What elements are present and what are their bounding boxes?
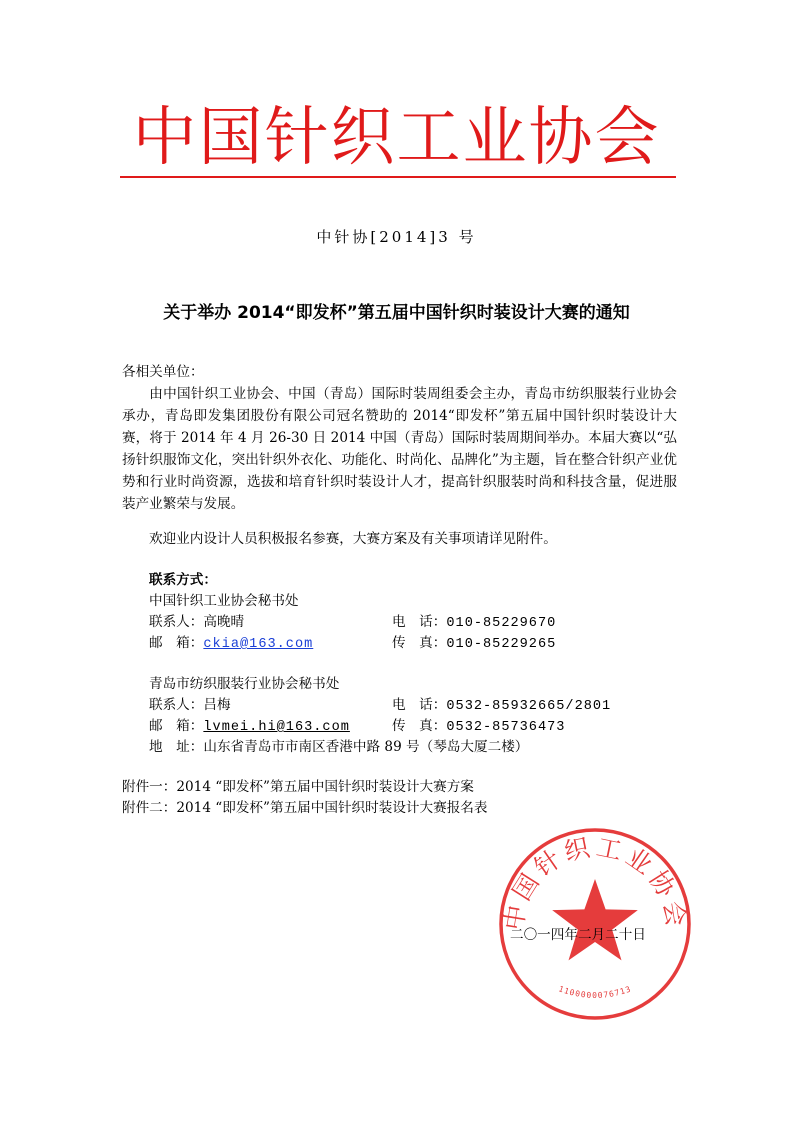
fax-number: 0532-85736473 bbox=[446, 720, 566, 735]
email-label: 邮 箱： bbox=[149, 718, 204, 734]
contact-org-2-address bbox=[149, 736, 528, 758]
attachment-1: 附件一：2014 “即发杯”第五届中国针织时装设计大赛方案 bbox=[122, 779, 474, 795]
contact-org-1-fax bbox=[392, 632, 556, 656]
salutation: 各相关单位： bbox=[122, 364, 204, 380]
contact-org-2-name: 青岛市纺织服装行业协会秘书处 bbox=[149, 676, 340, 692]
seal-arc-text: 中国针织工业协会 bbox=[498, 832, 692, 933]
fax-label: 传 真： bbox=[392, 635, 447, 651]
notice-paragraph-2: 欢迎业内设计人员积极报名参赛，大赛方案及有关事项请详见附件。 bbox=[149, 531, 557, 547]
contact-org-1-name: 中国针织工业协会秘书处 bbox=[149, 593, 299, 609]
fax-label: 传 真： bbox=[392, 718, 447, 734]
attachment-2: 附件二：2014 “即发杯”第五届中国针织时装设计大赛报名表 bbox=[122, 800, 488, 816]
email-label: 邮 箱： bbox=[149, 635, 204, 651]
phone-label: 电 话： bbox=[392, 697, 447, 713]
notice-title: 关于举办 2014“即发杯”第五届中国针织时装设计大赛的通知 bbox=[163, 303, 630, 323]
notice-paragraph-1: 由中国针织工业协会、中国（青岛）国际时装周组委会主办，青岛市纺织服装行业协会承办，青岛即发集团股份有限公司冠名赞助的 2014“即发杯”第五届中国针织时装设计大赛，将于 2014 年 4 月 26-30 日 2014 中国（青岛）国际时装周期间举办。本届大赛以“弘扬针织服饰文化，突出针织外衣化、功能化、时尚化、品牌化”为主题，旨在整合针织产业优势和行业时尚资源，选拔和培育针织时装设计人才，提高针织服装时尚和科技含量，促进服装产业繁荣与发展。 bbox=[122, 386, 677, 512]
contact-label: 联系人： bbox=[149, 614, 204, 630]
seal-star-icon bbox=[552, 879, 638, 960]
organization-letterhead-title: 中国针织工业协会 bbox=[132, 101, 661, 175]
contact-org-1-email bbox=[149, 632, 313, 656]
address-text: 山东省青岛市市南区香港中路 89 号（琴岛大厦二楼） bbox=[203, 739, 529, 755]
contact-org-2-person bbox=[149, 694, 231, 716]
letterhead-red-rule bbox=[120, 176, 676, 178]
email-link[interactable]: ckia@163.com bbox=[203, 637, 314, 652]
phone-number: 0532-85932665/2801 bbox=[446, 699, 612, 714]
email-address[interactable]: lvmei.hi@163.com bbox=[203, 720, 350, 735]
contact-name: 高晚晴 bbox=[203, 614, 245, 630]
document-number: 中针协[2014]3 号 bbox=[316, 228, 477, 246]
contact-label: 联系人： bbox=[149, 697, 204, 713]
phone-label: 电 话： bbox=[392, 614, 447, 630]
seal-number: 1100000076713 bbox=[557, 984, 633, 1000]
phone-number: 010-85229670 bbox=[446, 616, 557, 631]
fax-number: 010-85229265 bbox=[446, 637, 557, 652]
contacts-heading: 联系方式： bbox=[149, 572, 217, 588]
contact-org-1-person bbox=[149, 611, 244, 633]
issue-date: 二〇一四年二月二十日 bbox=[510, 927, 646, 943]
address-label: 地 址： bbox=[149, 739, 204, 755]
contact-name: 吕梅 bbox=[203, 697, 231, 713]
